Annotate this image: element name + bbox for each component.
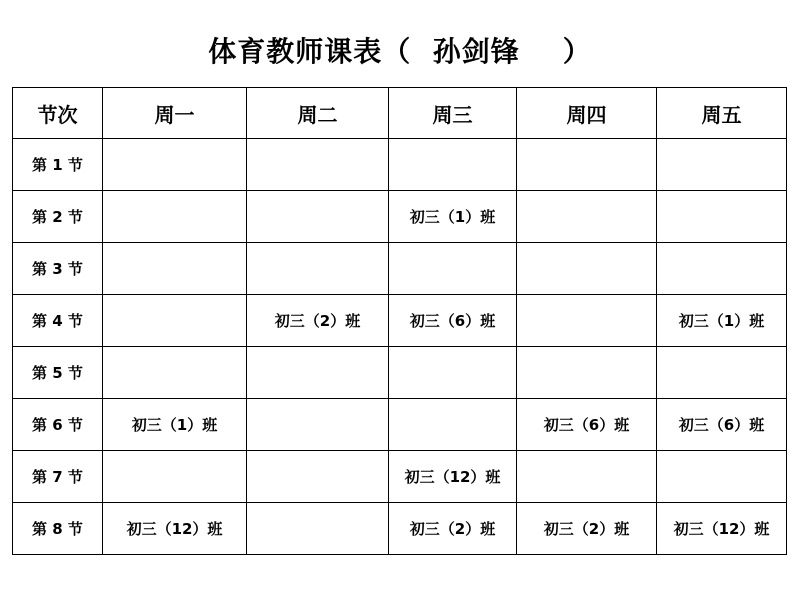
table-row <box>13 451 787 503</box>
table-cell: 初三（2）班 <box>247 295 389 347</box>
table-cell <box>247 191 389 243</box>
table-row <box>13 191 787 243</box>
table-cell <box>247 451 389 503</box>
period-label: 第 3 节 <box>13 243 103 295</box>
period-label: 第 4 节 <box>13 295 103 347</box>
period-label: 第 2 节 <box>13 191 103 243</box>
table-row <box>13 503 787 555</box>
table-row <box>13 243 787 295</box>
table-cell <box>247 347 389 399</box>
table-cell <box>657 191 787 243</box>
table-cell <box>517 243 657 295</box>
table-cell <box>517 139 657 191</box>
page-title: 体育教师课表（ 孙剑锋 ） <box>208 35 592 68</box>
table-cell: 初三（12）班 <box>389 451 517 503</box>
table-cell <box>517 191 657 243</box>
period-label: 第 8 节 <box>13 503 103 555</box>
header-row <box>13 88 787 139</box>
table-cell <box>103 295 247 347</box>
table-cell <box>103 139 247 191</box>
header-wednesday: 周三 <box>389 88 517 139</box>
table-cell: 初三（12）班 <box>103 503 247 555</box>
table-cell: 初三（12）班 <box>657 503 787 555</box>
table-cell <box>247 503 389 555</box>
table-cell <box>389 243 517 295</box>
table-row <box>13 347 787 399</box>
table-cell: 初三（6）班 <box>389 295 517 347</box>
table-cell: 初三（2）班 <box>517 503 657 555</box>
table-cell <box>247 399 389 451</box>
period-label: 第 6 节 <box>13 399 103 451</box>
table-cell <box>657 243 787 295</box>
period-label: 第 7 节 <box>13 451 103 503</box>
schedule-table <box>12 87 787 555</box>
table-cell <box>389 399 517 451</box>
table-cell <box>389 347 517 399</box>
table-cell <box>103 243 247 295</box>
table-cell <box>517 347 657 399</box>
table-cell: 初三（6）班 <box>517 399 657 451</box>
table-cell <box>103 347 247 399</box>
table-cell <box>517 295 657 347</box>
table-row <box>13 139 787 191</box>
table-cell <box>247 139 389 191</box>
table-row <box>13 399 787 451</box>
period-label: 第 5 节 <box>13 347 103 399</box>
table-cell <box>103 451 247 503</box>
table-cell: 初三（1）班 <box>657 295 787 347</box>
table-cell <box>517 451 657 503</box>
table-cell: 初三（1）班 <box>103 399 247 451</box>
header-tuesday: 周二 <box>247 88 389 139</box>
table-cell <box>103 191 247 243</box>
table-cell: 初三（2）班 <box>389 503 517 555</box>
table-cell: 初三（6）班 <box>657 399 787 451</box>
header-period: 节次 <box>13 88 103 139</box>
table-cell <box>657 451 787 503</box>
table-row <box>13 295 787 347</box>
header-monday: 周一 <box>103 88 247 139</box>
table-cell <box>389 139 517 191</box>
table-cell <box>657 139 787 191</box>
table-cell <box>247 243 389 295</box>
table-cell: 初三（1）班 <box>389 191 517 243</box>
period-label: 第 1 节 <box>13 139 103 191</box>
table-cell <box>657 347 787 399</box>
header-thursday: 周四 <box>517 88 657 139</box>
header-friday: 周五 <box>657 88 787 139</box>
